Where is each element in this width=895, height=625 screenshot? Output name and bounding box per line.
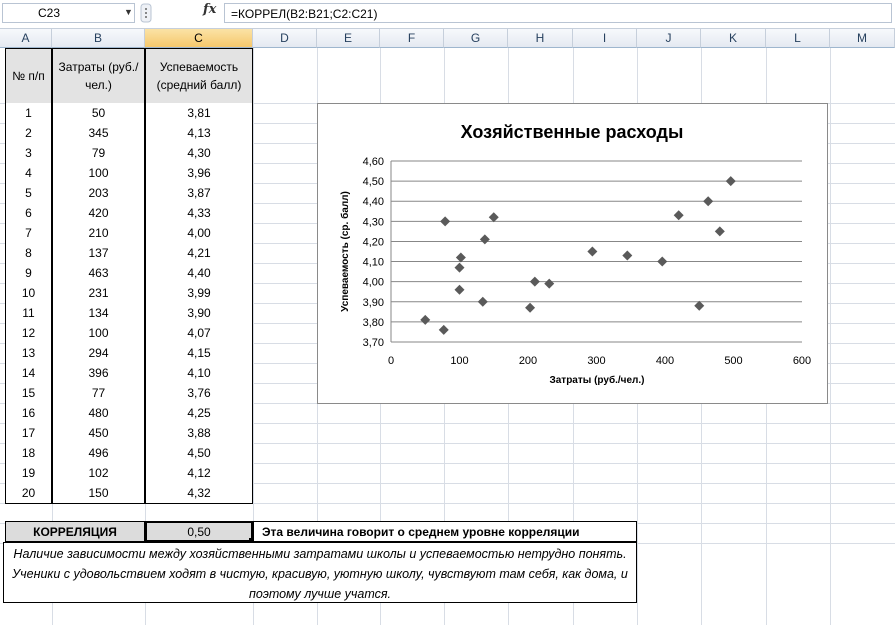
table-cell[interactable]: 4,32 (145, 483, 253, 504)
scatter-chart[interactable] (317, 103, 828, 404)
y-tick-label: 4,10 (362, 256, 384, 269)
gridline (830, 48, 831, 625)
data-point (489, 212, 499, 222)
table-cell[interactable]: 4,10 (145, 363, 253, 384)
y-tick-label: 4,40 (362, 196, 384, 209)
x-tick-label: 200 (518, 355, 538, 367)
y-tick-label: 4,50 (362, 176, 384, 189)
table-cell[interactable]: 4,13 (145, 123, 253, 144)
table-cell[interactable]: 3,90 (145, 303, 253, 324)
name-box[interactable] (2, 3, 135, 23)
table-cell[interactable]: 77 (52, 383, 145, 404)
x-tick-label: 500 (724, 355, 743, 367)
data-point (544, 279, 554, 289)
table-cell[interactable]: 100 (52, 163, 145, 184)
column-header-k[interactable]: K (701, 29, 766, 48)
y-tick-label: 4,20 (362, 236, 384, 249)
table-cell[interactable]: 203 (52, 183, 145, 204)
data-point (726, 176, 736, 186)
y-tick-label: 4,30 (362, 216, 384, 229)
column-header-i[interactable]: I (573, 29, 637, 48)
data-point (440, 216, 450, 226)
y-axis-label: Успеваемость (ср. балл) (340, 191, 351, 312)
table-cell[interactable]: 4,21 (145, 243, 253, 264)
x-tick-label: 600 (792, 355, 812, 367)
table-cell[interactable]: 3,96 (145, 163, 253, 184)
data-point (715, 226, 725, 236)
x-tick-label: 400 (655, 355, 675, 367)
column-header-j[interactable]: J (637, 29, 701, 48)
table-cell[interactable]: 1 (5, 103, 52, 124)
formula-bar-resize-icon[interactable] (140, 3, 152, 23)
column-header-f[interactable]: F (380, 29, 444, 48)
table-cell[interactable]: 210 (52, 223, 145, 244)
data-point (587, 247, 597, 257)
table-cell[interactable]: 4,12 (145, 463, 253, 484)
table-cell[interactable]: 137 (52, 243, 145, 264)
correlation-note-text: Эта величина говорит о среднем уровне корреляции (262, 524, 580, 539)
table-cell[interactable]: 50 (52, 103, 145, 124)
table-cell[interactable]: 3,81 (145, 103, 253, 124)
table-cell[interactable]: 3,88 (145, 423, 253, 444)
column-header-g[interactable]: G (444, 29, 508, 48)
table-cell[interactable]: 496 (52, 443, 145, 464)
data-point (622, 251, 632, 261)
x-tick-label: 300 (587, 355, 606, 367)
y-tick-label: 3,90 (362, 296, 384, 309)
data-point (480, 234, 490, 244)
data-point (657, 257, 667, 267)
y-tick-label: 4,00 (362, 276, 384, 289)
table-cell[interactable]: 13 (5, 343, 52, 364)
table-cell[interactable]: 420 (52, 203, 145, 224)
x-tick-label: 100 (450, 355, 469, 367)
column-header-h[interactable]: H (508, 29, 573, 48)
table-cell[interactable]: 3,76 (145, 383, 253, 404)
data-point (420, 315, 430, 325)
name-box-value: C23 (38, 6, 61, 20)
table-cell[interactable]: 345 (52, 123, 145, 144)
table-cell[interactable]: 4,07 (145, 323, 253, 344)
table-cell[interactable]: 4,40 (145, 263, 253, 284)
table-cell[interactable]: 4 (5, 163, 52, 184)
column-header-l[interactable]: L (766, 29, 830, 48)
table-cell[interactable]: 10 (5, 283, 52, 304)
y-tick-label: 3,70 (362, 337, 384, 349)
table-cell[interactable]: 231 (52, 283, 145, 304)
table-cell[interactable]: 11 (5, 303, 52, 324)
table-cell[interactable]: 7 (5, 223, 52, 244)
formula-text: =КОРРЕЛ(B2:B21;C2:C21) (231, 7, 378, 21)
chevron-down-icon[interactable]: ▼ (124, 7, 133, 17)
chart-canvas (318, 104, 827, 403)
table-cell[interactable]: 4,33 (145, 203, 253, 224)
data-point (703, 196, 713, 206)
data-point (456, 253, 466, 263)
data-point (478, 297, 488, 307)
y-tick-label: 4,60 (362, 156, 384, 168)
table-header-cell: Успеваемость (средний балл) (145, 48, 253, 104)
data-point (674, 210, 684, 220)
correlation-value-cell[interactable]: 0,50 (145, 521, 253, 542)
data-point (694, 301, 704, 311)
table-cell[interactable]: 100 (52, 323, 145, 344)
table-header-cell: № п/п (5, 48, 52, 104)
table-cell[interactable]: 17 (5, 423, 52, 444)
column-header-c[interactable]: C (145, 29, 253, 48)
table-cell[interactable]: 294 (52, 343, 145, 364)
table-cell[interactable]: 14 (5, 363, 52, 384)
column-header-e[interactable]: E (317, 29, 380, 48)
table-cell[interactable]: 450 (52, 423, 145, 444)
formula-input[interactable] (224, 3, 892, 23)
table-cell[interactable]: 6 (5, 203, 52, 224)
column-header-b[interactable]: B (52, 29, 145, 48)
table-cell[interactable]: 3 (5, 143, 52, 164)
data-point (530, 277, 540, 287)
table-cell[interactable]: 150 (52, 483, 145, 504)
data-point (525, 303, 535, 313)
correlation-label: КОРРЕЛЯЦИЯ (5, 521, 145, 542)
column-header-d[interactable]: D (253, 29, 317, 48)
table-cell[interactable]: 79 (52, 143, 145, 164)
y-tick-label: 3,80 (362, 316, 384, 329)
column-header-m[interactable]: M (830, 29, 895, 48)
insert-function-button[interactable]: fx (203, 2, 217, 17)
formula-bar (0, 0, 895, 29)
chart-title: Хозяйственные расходы (460, 122, 684, 142)
table-cell[interactable]: 3,87 (145, 183, 253, 204)
correlation-note (253, 521, 637, 542)
table-cell[interactable]: 19 (5, 463, 52, 484)
table-cell[interactable]: 134 (52, 303, 145, 324)
explanation-text: Наличие зависимости между хозяйственными затратами школы и успеваемостью нетрудно понять. Ученики с удовольствием ходят в чистую, красивую, уютную школу, чувствуют там себя, как дома, и поэтому лучше учатся. (3, 542, 637, 603)
table-cell[interactable]: 4,00 (145, 223, 253, 244)
table-cell[interactable]: 8 (5, 243, 52, 264)
table-cell[interactable]: 102 (52, 463, 145, 484)
table-cell[interactable]: 463 (52, 263, 145, 284)
table-cell[interactable]: 480 (52, 403, 145, 424)
table-cell[interactable]: 2 (5, 123, 52, 144)
table-cell[interactable]: 9 (5, 263, 52, 284)
data-point (439, 325, 449, 335)
table-cell[interactable]: 4,15 (145, 343, 253, 364)
x-axis-label: Затраты (руб./чел.) (549, 375, 645, 386)
x-tick-label: 0 (387, 355, 395, 367)
table-cell[interactable]: 18 (5, 443, 52, 464)
table-cell[interactable]: 5 (5, 183, 52, 204)
table-cell[interactable]: 4,30 (145, 143, 253, 164)
table-cell[interactable]: 3,99 (145, 283, 253, 304)
table-cell[interactable]: 15 (5, 383, 52, 404)
data-point (455, 285, 465, 295)
table-cell[interactable]: 20 (5, 483, 52, 504)
table-cell[interactable]: 4,25 (145, 403, 253, 424)
table-header-cell: Затраты (руб./чел.) (52, 48, 145, 104)
table-cell[interactable]: 4,50 (145, 443, 253, 464)
table-cell[interactable]: 16 (5, 403, 52, 424)
table-cell[interactable]: 12 (5, 323, 52, 344)
column-header-a[interactable]: A (0, 29, 52, 48)
table-cell[interactable]: 396 (52, 363, 145, 384)
data-point (455, 263, 465, 273)
